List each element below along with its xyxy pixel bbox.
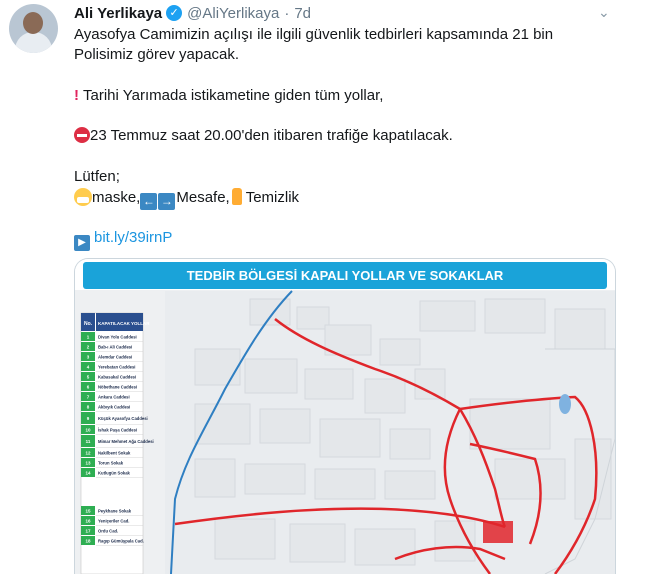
- hagia-sophia-zone: [483, 521, 513, 543]
- legend-number: 17: [85, 528, 91, 534]
- legend-street-name: Kabasakal Caddesi: [98, 374, 137, 380]
- legend-street-name: Kutlugün Sokak: [98, 470, 130, 476]
- legend-number: 18: [85, 538, 91, 544]
- legend-number: 16: [85, 518, 91, 524]
- legend-number: 9: [86, 416, 90, 421]
- tweet-line-3-text: Tarihi Yarımada istikametine giden tüm yollar,: [83, 87, 384, 104]
- mask-text: maske,: [92, 189, 141, 206]
- tweet-link[interactable]: bit.ly/39irnP: [94, 229, 173, 246]
- legend-number: 2: [86, 344, 90, 350]
- tweet-line-2: Polisimiz görev yapacak.: [74, 46, 240, 63]
- legend-number: 8: [86, 404, 90, 410]
- play-button-icon: ▶: [74, 235, 90, 251]
- tweet-line-6: [74, 188, 594, 210]
- legend-number: 1: [86, 334, 90, 340]
- legend-number: 13: [85, 460, 91, 466]
- legend-number: 10: [85, 427, 91, 433]
- lotion-bottle-icon: [232, 188, 242, 205]
- legend-street-name: Ankara Caddesi: [98, 394, 130, 400]
- legend-number: 5: [86, 374, 90, 380]
- author-name[interactable]: Ali Yerlikaya: [74, 4, 163, 22]
- legend-header-no: No.: [83, 321, 93, 327]
- tweet-line-3: [74, 86, 594, 106]
- right-arrow-icon: →: [158, 193, 175, 210]
- legend-street-name: Peykhane Sokak: [98, 508, 132, 514]
- legend-street-name: Bab-ı Ali Caddesi: [98, 344, 133, 350]
- author-handle[interactable]: @AliYerlikaya: [187, 4, 280, 22]
- map-image-card[interactable]: [74, 258, 616, 574]
- verified-badge-icon: ✓: [166, 5, 182, 21]
- mask-face-icon: [74, 188, 92, 206]
- tweet-header: [74, 3, 311, 23]
- legend-header-name: KAPATILACAK YOLLAR: [98, 321, 150, 326]
- legend-street-name: Torun Sokak: [98, 460, 124, 466]
- legend-street-name: Divan Yolu Caddesi: [98, 334, 137, 340]
- tweet-line-4-text: 23 Temmuz saat 20.00'den itibaren trafiğe kapatılacak.: [90, 127, 453, 144]
- legend-street-name: Akbıyık Caddesi: [98, 404, 131, 410]
- legend-street-name: Küçük Ayasofya Caddesi: [98, 416, 148, 421]
- left-arrow-icon: ←: [140, 193, 157, 210]
- avatar[interactable]: [9, 4, 58, 53]
- legend-number: 7: [86, 394, 90, 400]
- legend-number: 4: [86, 364, 90, 370]
- tweet-line-7: [74, 228, 594, 251]
- legend-number: 3: [86, 354, 90, 360]
- legend-street-name: Nöbethane Caddesi: [98, 384, 138, 390]
- separator: ·: [284, 4, 290, 22]
- map-base: [165, 291, 615, 574]
- legend-number: 15: [85, 508, 91, 514]
- map-image: [75, 259, 615, 574]
- hygiene-text: Temizlik: [245, 189, 300, 206]
- legend-street-name: Nakilbent Sokak: [98, 450, 131, 456]
- map-title: TEDBİR BÖLGESİ KAPALI YOLLAR VE SOKAKLAR: [186, 268, 504, 283]
- tweet-line-1: Ayasofya Camimizin açılışı ile ilgili güvenlik tedbirleri kapsamında 21 bin: [74, 26, 554, 43]
- legend-street-name: Ordu Cad.: [98, 528, 119, 534]
- timestamp[interactable]: 7d: [294, 4, 312, 22]
- tweet-line-4: [74, 126, 594, 146]
- legend-number: 14: [85, 470, 91, 476]
- legend-number: 12: [85, 450, 91, 456]
- legend-street-name: Ragıp Gümüşpala Cad.: [98, 538, 144, 544]
- legend-number: 6: [86, 384, 90, 390]
- legend-street-name: İshak Paşa Caddesi: [98, 427, 138, 433]
- chevron-down-icon[interactable]: ⌄: [598, 4, 610, 20]
- tweet-line-5: Lütfen;: [74, 168, 120, 185]
- red-exclamation-icon: !: [74, 87, 79, 104]
- distance-text: Mesafe,: [176, 189, 230, 206]
- legend-street-name: Yeniçeriler Cad.: [98, 518, 130, 524]
- legend-number: 11: [85, 439, 91, 444]
- legend-street-name: Mimar Mehmet Ağa Caddesi: [98, 439, 154, 444]
- no-entry-icon: [74, 127, 90, 143]
- legend-street-name: Alemdar Caddesi: [98, 354, 133, 360]
- legend-street-name: Yerebatan Caddesi: [98, 364, 136, 370]
